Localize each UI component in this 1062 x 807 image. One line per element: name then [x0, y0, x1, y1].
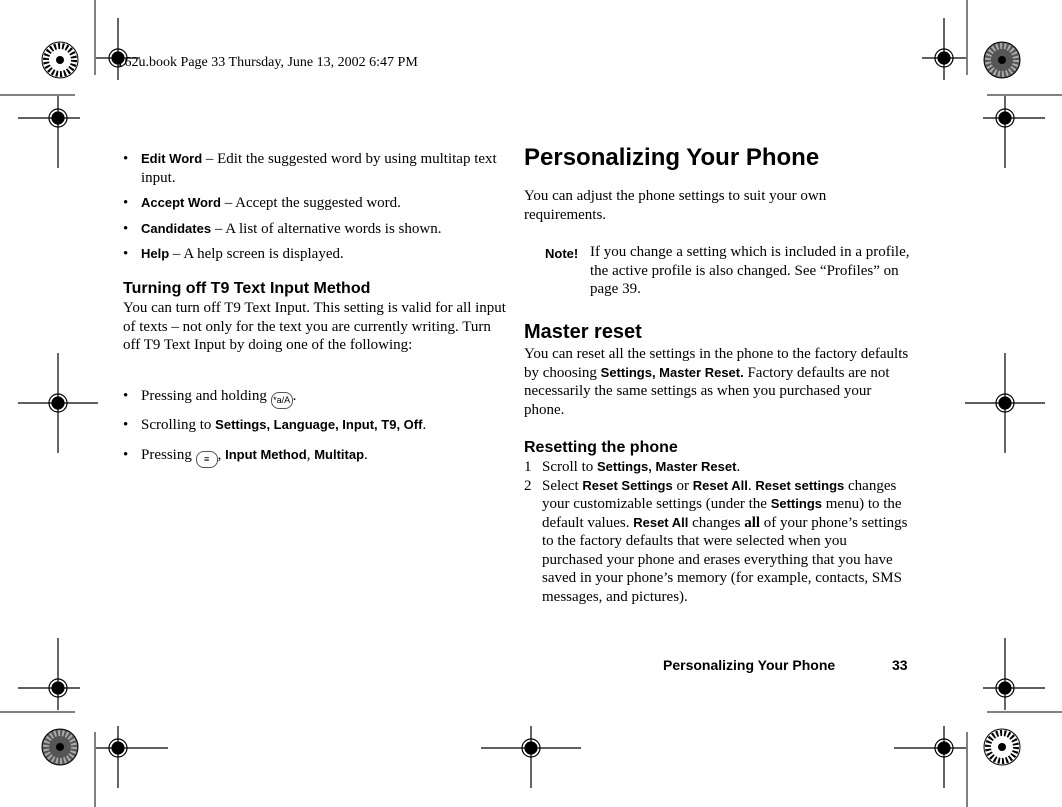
note-text: If you change a setting which is included in a profile, the active profile is also changed. See “Profiles” on page 39. — [590, 244, 910, 297]
section-body: You can turn off T9 Text Input. This setting is valid for all input of texts – not only for the text you are currently writing. Turn off T9 Text Input by doing one of the following: — [123, 300, 506, 353]
star-key-icon: *a/A — [271, 392, 293, 409]
list-item: • Help – A help screen is displayed. — [123, 246, 344, 262]
section-heading: Turning off T9 Text Input Method — [123, 280, 371, 297]
method-list — [123, 387, 508, 468]
note-label: Note! — [545, 246, 579, 261]
list-item: • Accept Word – Accept the suggested word. — [123, 195, 401, 211]
step-item: 1 Scroll to Settings, Master Reset. — [524, 459, 741, 475]
footer-title: Personalizing Your Phone — [663, 657, 836, 673]
file-header: T62u.book Page 33 Thursday, June 13, 2002 6:47 PM — [116, 55, 418, 70]
list-item: • Pressing and holding *a/A . — [123, 387, 508, 409]
master-reset-heading: Master reset — [524, 321, 642, 343]
master-reset-body: You can reset all the settings in the phone to the factory defaults by choosing Settings, Master Reset. Factory defaults are not necessarily the same settings as when you purchased your phone. — [524, 346, 909, 418]
page-number: 33 — [892, 657, 908, 673]
intro-text: You can adjust the phone settings to suit your own requirements. — [524, 188, 827, 223]
steps-list — [524, 458, 909, 606]
menu-key-icon: ≡ — [196, 451, 218, 468]
list-item: • Edit Word – Edit the suggested word by using multitap text input. — [123, 151, 497, 186]
option-list — [123, 150, 508, 264]
step-item: 2 Select Reset Settings or Reset All. Reset settings changes your customizable settings (under the Settings menu) to the default values. Reset All changes all of your phone’s settings to the factory defaults that were selected when you purchased your phone and erases everything that you have saved in your phone’s memory (for example, contacts, SMS messages, and pictures). — [524, 477, 908, 605]
list-item: • Pressing ≡ , Input Method, Multitap. — [123, 446, 508, 468]
list-item: • Scrolling to Settings, Language, Input, T9, Off. — [123, 417, 427, 433]
page-title: Personalizing Your Phone — [524, 144, 820, 171]
list-item: • Candidates – A list of alternative words is shown. — [123, 220, 442, 237]
resetting-heading: Resetting the phone — [524, 439, 678, 456]
